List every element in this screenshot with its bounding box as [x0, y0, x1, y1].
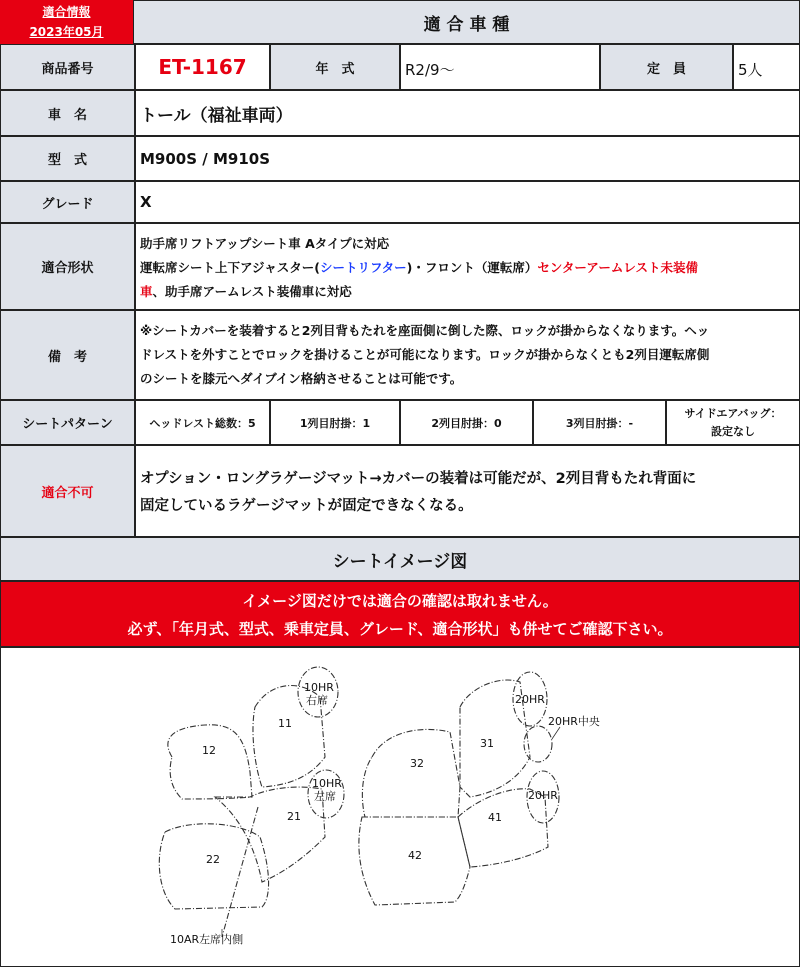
side-airbag — [666, 400, 800, 445]
armrest-line — [222, 807, 258, 937]
label-seat-11: 11 — [278, 717, 292, 730]
capacity-value: 5人 — [733, 44, 800, 90]
model-code-value: M900S / M910S — [135, 136, 800, 181]
label-seat-41: 41 — [488, 811, 502, 824]
seat-diagram — [0, 647, 800, 967]
label-seat-31: 31 — [480, 737, 494, 750]
info-badge-date: 2023年05月 — [29, 25, 104, 39]
seat-lifter-text: シートリフター — [319, 260, 407, 275]
product-number-label: 商品番号 — [0, 44, 135, 90]
label-seat-21: 21 — [287, 810, 301, 823]
headrest-total: ヘッドレスト総数：5 — [135, 400, 270, 445]
info-badge — [0, 0, 133, 44]
product-number-value: ET-1167 — [135, 44, 270, 90]
label-20hr-top: 20HR — [515, 693, 545, 706]
seat-back-12 — [168, 725, 252, 799]
vehicle-name-label: 車 名 — [0, 90, 135, 136]
fit-shape-label: 適合形状 — [0, 223, 135, 310]
center-armrest-text: センターアームレスト未装備 — [537, 260, 698, 275]
label-seat-32: 32 — [410, 757, 424, 770]
capacity-label: 定 員 — [600, 44, 733, 90]
warning-line2: 必ず、「年月式、型式、乗車定員、グレード、適合形状」も併せてご確認下さい。 — [127, 620, 673, 638]
fit-shape-line1: 助手席リフトアップシート車 Aタイプに対応 — [140, 236, 390, 251]
side-airbag-label: サイドエアバッグ： — [684, 406, 782, 420]
incompatible-line2: 固定しているラゲージマットが固定できなくなる。 — [140, 498, 473, 514]
warning-line1: イメージ図だけでは適合の確認は取れません。 — [242, 592, 558, 610]
label-seat-22: 22 — [206, 853, 220, 866]
leader-20hr-center — [552, 727, 560, 739]
center-armrest-text-end: 車 — [140, 284, 153, 299]
model-year-value: R2/9～ — [400, 44, 600, 90]
label-10hr-left-2: 左席 — [314, 790, 336, 803]
fit-shape-text: 運転席シート上下アジャスター( — [140, 260, 320, 275]
row3-armrest: 3列目肘掛：- — [533, 400, 666, 445]
model-year-label: 年 式 — [270, 44, 400, 90]
incompatible-label: 適合不可 — [0, 445, 135, 537]
grade-label: グレード — [0, 181, 135, 223]
fit-shape-value — [135, 223, 800, 310]
vehicle-name-value: トール（福祉車両） — [135, 90, 800, 136]
warning-banner — [0, 581, 800, 647]
fit-shape-text: 、助手席アームレスト装備車に対応 — [152, 284, 352, 299]
grade-value: X — [135, 181, 800, 223]
notes-line1: ※シートカバーを装着すると2列目背もたれを座面側に倒した際、ロックが掛からなくなります。ヘッ — [140, 323, 710, 338]
fit-shape-line3 — [140, 280, 799, 304]
label-20hr-low: 20HR — [528, 789, 558, 802]
fit-shape-text: )・フロント（運転席） — [406, 260, 538, 275]
notes-line2: ドレストを外すことでロックを掛けることが可能になります。ロックが掛からなくとも2列目運転席側 — [140, 347, 710, 362]
incompatible-line1: オプション・ロングラゲージマット→カバーの装着は可能だが、2列目背もたれ背面に — [140, 471, 697, 487]
fit-shape-line2 — [140, 256, 799, 280]
incompatible-value — [135, 445, 800, 537]
notes-value — [135, 310, 800, 400]
notes-label: 備 考 — [0, 310, 135, 400]
label-seat-42: 42 — [408, 849, 422, 862]
seat-cushion-22 — [159, 824, 268, 909]
notes-line3: のシートを膝元へダイブイン格納させることは可能です。 — [140, 371, 463, 386]
label-10hr-right-2: 右席 — [306, 694, 328, 707]
header-title: 適 合 車 種 — [133, 0, 800, 44]
row2-armrest: 2列目肘掛：0 — [400, 400, 533, 445]
label-20hr-center: 20HR中央 — [548, 715, 600, 728]
label-10hr-right-1: 10HR — [304, 681, 334, 694]
label-10hr-left-1: 10HR — [312, 777, 342, 790]
label-seat-12: 12 — [202, 744, 216, 757]
seat-back-32 — [362, 729, 460, 817]
row1-armrest: 1列目肘掛：1 — [270, 400, 400, 445]
side-airbag-value: 設定なし — [711, 424, 755, 438]
model-code-label: 型 式 — [0, 136, 135, 181]
info-badge-title: 適合情報 — [42, 5, 91, 19]
seat-pattern-label: シートパターン — [0, 400, 135, 445]
seat-image-title: シートイメージ図 — [0, 537, 800, 581]
label-armrest: 10AR左席内側 — [170, 933, 244, 946]
